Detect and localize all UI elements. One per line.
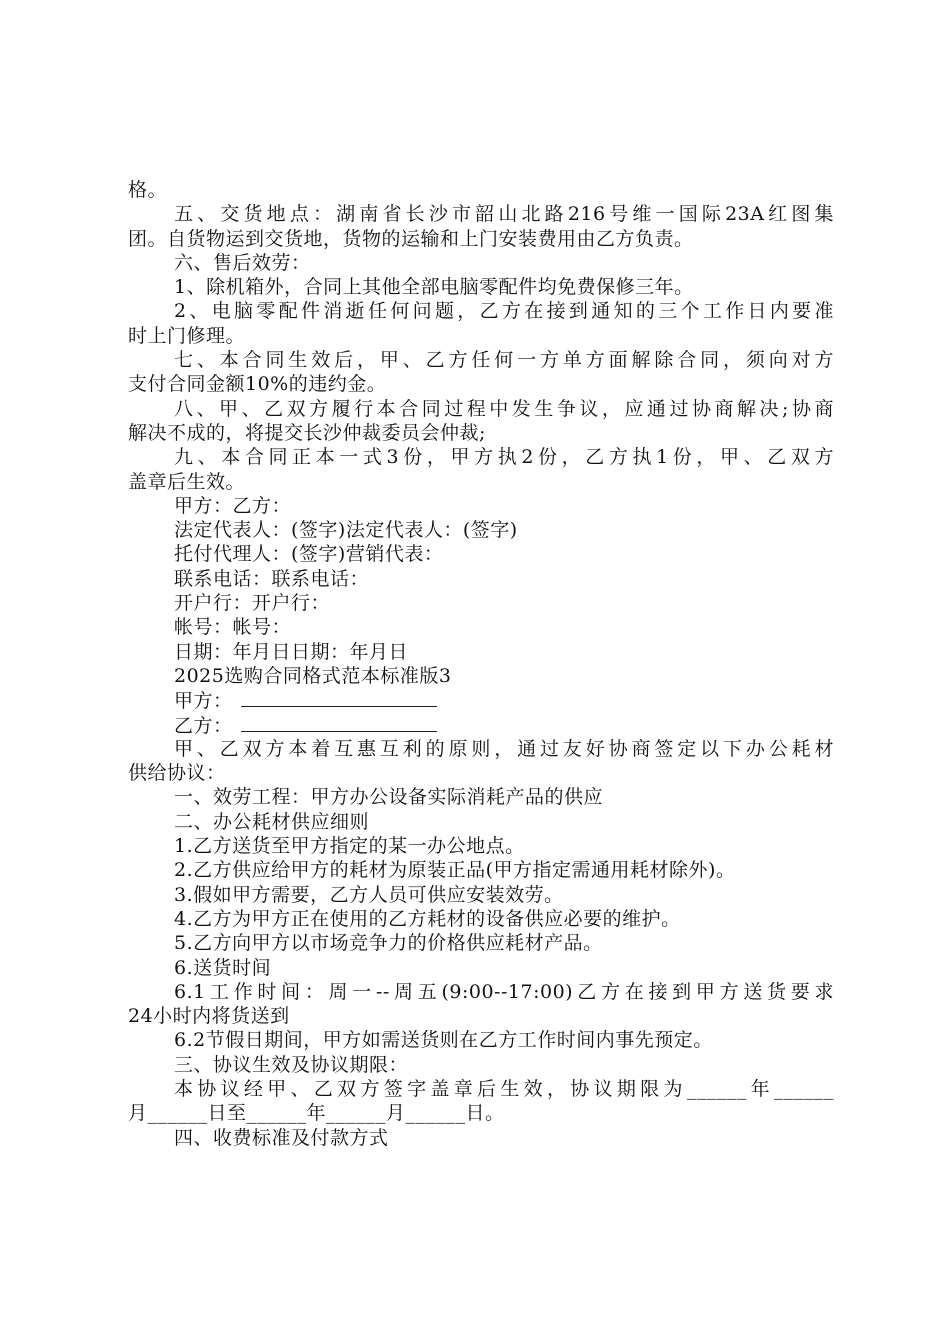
- text-line: 支付合同金额10%的违约金。: [128, 373, 387, 396]
- text-line: 供给协议：: [128, 762, 226, 785]
- document-body: [128, 178, 834, 1150]
- section-title: 2025选购合同格式范本标准版3: [174, 664, 452, 687]
- text-line: 团。自货物运到交货地，货物的运输和上门安装费用由乙方负责。: [128, 227, 694, 250]
- text-line: 七、本合同生效后，甲、乙方任何一方单方面解除合同，须向对方: [174, 349, 834, 372]
- text-line: 帐号：帐号：: [174, 616, 292, 639]
- signature-blank: [241, 688, 437, 707]
- text-line: 甲、乙双方本着互惠互利的原则，通过友好协商签定以下办公耗材: [174, 737, 834, 760]
- text-line: 日期：年月日日期：年月日: [174, 640, 409, 663]
- party-b-line: [128, 713, 834, 737]
- text-line: 本协议经甲、乙双方签字盖章后生效，协议期限为______年______: [174, 1077, 834, 1100]
- party-b-label: 乙方：: [174, 714, 233, 737]
- text-line: 月______日至______年______月______日。: [128, 1102, 505, 1125]
- signature-blank: [241, 713, 437, 732]
- text-line: 六、售后效劳：: [174, 251, 311, 274]
- text-line: 甲方：乙方：: [174, 494, 292, 517]
- text-line: 2、电脑零配件消逝任何问题，乙方在接到通知的三个工作日内要准: [174, 300, 834, 323]
- text-line: 6.2节假日期间，甲方如需送货则在乙方工作时间内事先预定。: [174, 1029, 713, 1052]
- text-line: 联系电话：联系电话：: [174, 567, 370, 590]
- text-line: 3.假如甲方需要，乙方人员可供应安装效劳。: [174, 883, 564, 906]
- text-line: 盖章后生效。: [128, 470, 246, 493]
- text-line: 法定代表人：(签字)法定代表人：(签字): [174, 519, 518, 542]
- text-line: 1、除机箱外，合同上其他全部电脑零配件均免费保修三年。: [174, 276, 694, 299]
- text-line: 24小时内将货送到: [128, 1005, 290, 1028]
- text-line: 八、甲、乙双方履行本合同过程中发生争议，应通过协商解决;协商: [174, 397, 834, 420]
- text-line: 一、效劳工程：甲方办公设备实际消耗产品的供应: [174, 786, 604, 809]
- text-line: 6.送货时间: [174, 956, 272, 979]
- text-line: 4.乙方为甲方正在使用的乙方耗材的设备供应必要的维护。: [174, 907, 681, 930]
- text-line: 6.1工作时间：周一--周五(9:00--17:00)乙方在接到甲方送货要求: [174, 980, 834, 1003]
- text-line: 1.乙方送货至甲方指定的某一办公地点。: [174, 835, 525, 858]
- text-line: 九、本合同正本一式3份，甲方执2份，乙方执1份，甲、乙双方: [174, 446, 834, 469]
- text-line: 5.乙方向甲方以市场竞争力的价格供应耗材产品。: [174, 932, 603, 955]
- text-line: 开户行：开户行：: [174, 592, 331, 615]
- text-line: 时上门修理。: [128, 324, 246, 347]
- party-a-label: 甲方：: [174, 690, 233, 713]
- text-line: 托付代理人：(签字)营销代表：: [174, 543, 444, 566]
- party-a-line: [128, 688, 834, 712]
- text-line: 二、办公耗材供应细则: [174, 810, 370, 833]
- text-line: 三、协议生效及协议期限：: [174, 1053, 409, 1076]
- text-line: 四、收费标准及付款方式: [174, 1126, 389, 1149]
- text-line: 2.乙方供应给甲方的耗材为原装正品(甲方指定需通用耗材除外)。: [174, 859, 736, 882]
- text-line: 五、交货地点：湖南省长沙市韶山北路216号维一国际23A红图集: [174, 203, 834, 226]
- text-line: 解决不成的，将提交长沙仲裁委员会仲裁;: [128, 421, 486, 444]
- text-line: 格。: [128, 179, 168, 201]
